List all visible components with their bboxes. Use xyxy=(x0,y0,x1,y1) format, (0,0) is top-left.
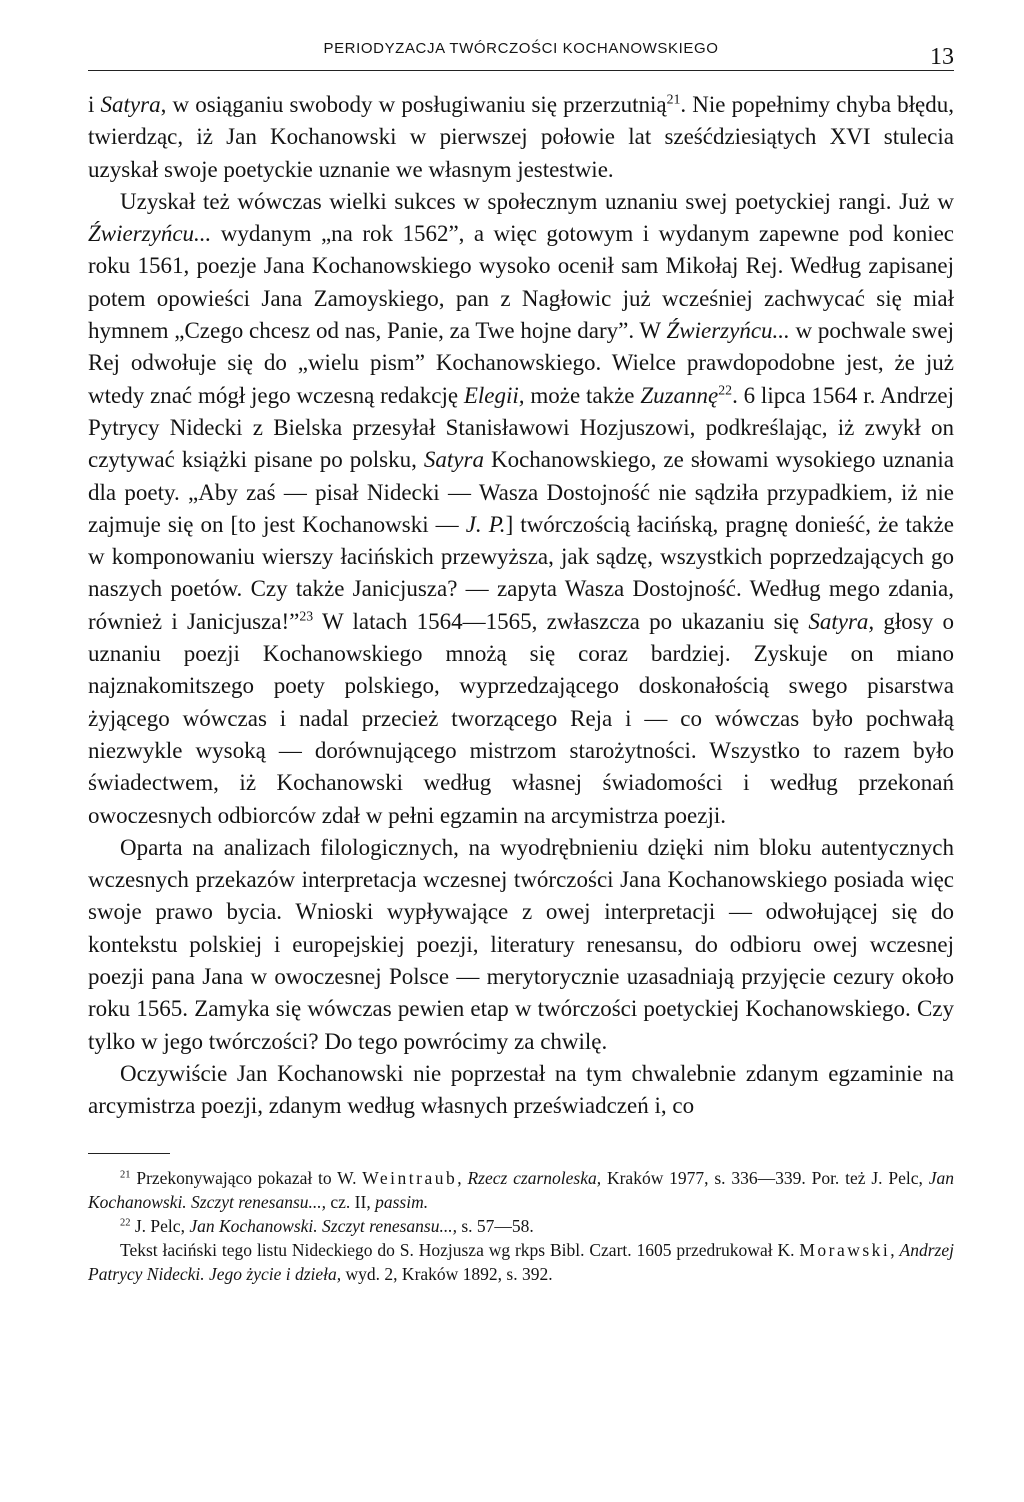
text-span: może także xyxy=(524,382,641,408)
text-span: , xyxy=(457,1167,468,1188)
spaced-author-name: Morawski xyxy=(799,1240,891,1261)
italic-title: Satyra xyxy=(423,447,484,473)
paragraph-4: Oczywiście Jan Kochanowski nie poprzestał na tym chwalebnie zdanym egzaminie na arcymistrza poezji, zdanym według własnych przeświadczeń i, co xyxy=(88,1060,954,1119)
italic-title: Źwierzyńcu... xyxy=(666,318,790,344)
italic-title: Jan Kochanowski. Szczyt renesansu..., xyxy=(189,1215,457,1236)
page-number: 13 xyxy=(930,44,954,70)
italic-initials: J. P. xyxy=(465,511,506,537)
footnote-21 xyxy=(88,1166,954,1214)
italic-title: Andrzej Patrycy Nidecki. Jego życie i dzieła, xyxy=(88,1240,954,1285)
text-span: J. Pelc, xyxy=(130,1215,190,1236)
text-span: cz. II, xyxy=(326,1191,376,1212)
text-span: ] twórczością łacińską, pragnę donieść, że także w komponowaniu wierszy łacińskich przewyższa, jak sądzę, wszystkich poprzedzających go naszych poetów. Czy także Janicjusza? — zapyta Wasza Dostojność. Według mego zdania, również i Janicjusza!” xyxy=(88,511,955,634)
footnote-ref-23[interactable]: 23 xyxy=(299,608,314,624)
italic-title: Zuzannę xyxy=(640,382,719,408)
text-span: Przekonywająco pokazał to W. xyxy=(130,1167,363,1188)
text-span: w pochwale swej Rej odwołuje się do „wielu pism” Kochanowskiego. Wielce prawdopodobne jest, że już wtedy znać mógł jego wczesną redakcję xyxy=(88,318,954,408)
footnote-ref-22[interactable]: 22 xyxy=(718,382,733,398)
footnote-number: 21 xyxy=(120,1169,131,1181)
italic-title: Jan Kochanowski. Szczyt renesansu..., xyxy=(88,1167,954,1212)
running-title: PERIODYZACJA TWÓRCZOŚCI KOCHANOWSKIEGO xyxy=(323,40,719,57)
text-span: głosy o uznaniu poezji Kochanowskiego mnożą się coraz bardziej. Zyskuje on miano najznakomitszego poety polskiego, wyprzedzającego doskonałością swego pisarstwa żyjącego wówczas i nadal przecież tworzącego Reja i — co wówczas było pochwałą niezwykle wysoką — dorównującego mistrzom starożytności. Wszystko to razem było świadectwem, iż Kochanowski według własnej świadomości i według przekonań owoczesnych odbiorców zdał w pełni egzamin na arcymistrza poezji. xyxy=(88,608,954,828)
italic-term: passim. xyxy=(375,1191,429,1212)
text-span: Tekst łaciński tego listu Nideckiego do S. Hozjusza wg rkps Bibl. Czart. 1605 przedrukował K. xyxy=(120,1240,800,1261)
text-span: wyd. 2, Kraków 1892, s. 392. xyxy=(341,1264,553,1285)
main-text xyxy=(88,89,954,1123)
footnote-divider xyxy=(88,1153,170,1154)
footnote-ref-21[interactable]: 21 xyxy=(666,91,681,107)
paragraph-3: Oparta na analizach filologicznych, na wyodrębnieniu dzięki nim bloku autentycznych wczesnych przekazów interpretacja wczesnej twórczości Jana Kochanowskiego posiada więc swoje prawo bycia. Wnioski wypływające z owej interpretacji — odwołującej się do kontekstu polskiej i europejskiej poezji, literatury renesansu, do odbioru owej wczesnej poezji pana Jana w owoczesnej Polsce — merytorycznie uzasadniają przyjęcie cezury około roku 1565. Zamyka się wówczas pewien etap w twórczości poetyckiej Kochanowskiego. Czy tylko w jego twórczości? Do tego powrócimy za chwilę. xyxy=(88,834,954,1054)
paragraph-2 xyxy=(88,186,954,832)
spaced-author-name: Weintraub xyxy=(362,1167,458,1188)
text-span: s. 57—58. xyxy=(456,1215,534,1236)
italic-title: Rzecz czarnoleska, xyxy=(467,1167,602,1188)
text-span: , xyxy=(890,1240,900,1261)
text-span: . Nie popełnimy chyba błędu, twierdząc, iż Jan Kochanowski w pierwszej połowie lat sześćdziesiątych XVI stulecia uzyskał swoje poetyckie uznanie we własnym jestestwie. xyxy=(88,92,955,182)
page-header xyxy=(88,36,954,71)
italic-title: Satyra, xyxy=(808,608,875,634)
text-span: Kraków 1977, s. 336—339. Por. też J. Pelc, xyxy=(601,1167,929,1188)
footnote-22 xyxy=(88,1214,954,1238)
italic-title: Satyra xyxy=(100,92,161,117)
page xyxy=(88,36,954,1287)
text-span: , w osiąganiu swobody w posługiwaniu się przerzutnią xyxy=(160,92,667,117)
italic-title: Źwierzyńcu... xyxy=(88,221,212,247)
text-span: Uzyskał też wówczas wielki sukces w społecznym uznaniu swej poetyckiej rangi. Już w xyxy=(120,188,954,214)
footnotes xyxy=(88,1166,954,1287)
italic-title: Elegii, xyxy=(463,382,525,408)
text-span: W latach 1564—1565, zwłaszcza po ukazaniu się xyxy=(313,608,809,634)
text-span: . 6 lipca 1564 r. Andrzej Pytrycy Nidecki z Bielska przesyłał Stanisławowi Hozjuszowi, podkreślając, iż zwykł on czytywać książki pisane po polsku, xyxy=(88,382,955,473)
paragraph-1: i Satyra, w osiąganiu swobody w posługiwaniu się przerzutnią$^{21}$. Nie popełnimy chyba błędu, twierdząc, iż Jan Kochanowski w pierwszej połowie lat sześćdziesiątych XVI stulecia uzyskał swoje poetyckie uznanie we własnym jestestwie. xyxy=(88,91,955,182)
text-span: Kochanowskiego, ze słowami wysokiego uznania dla poety. „Aby zaś — pisał Nidecki — Wasza Dostojność nie sądziła przypadkiem, iż nie zajmuje się on [to jest Kochanowski — xyxy=(88,447,954,537)
footnote-23 xyxy=(88,1238,954,1286)
footnote-number: 22 xyxy=(120,1217,131,1229)
text-span: wydanym „na rok 1562”, a więc gotowym i wydanym zapewne pod koniec roku 1561, poezje Jana Kochanowskiego wysoko ocenił sam Mikołaj Rej. Według zapisanej potem opowieści Jana Zamoyskiego, pan z Nagłowic już wcześniej zachwycać się miał hymnem „Czego chcesz od nas, Panie, za Twe hojne dary”. W xyxy=(88,221,954,344)
